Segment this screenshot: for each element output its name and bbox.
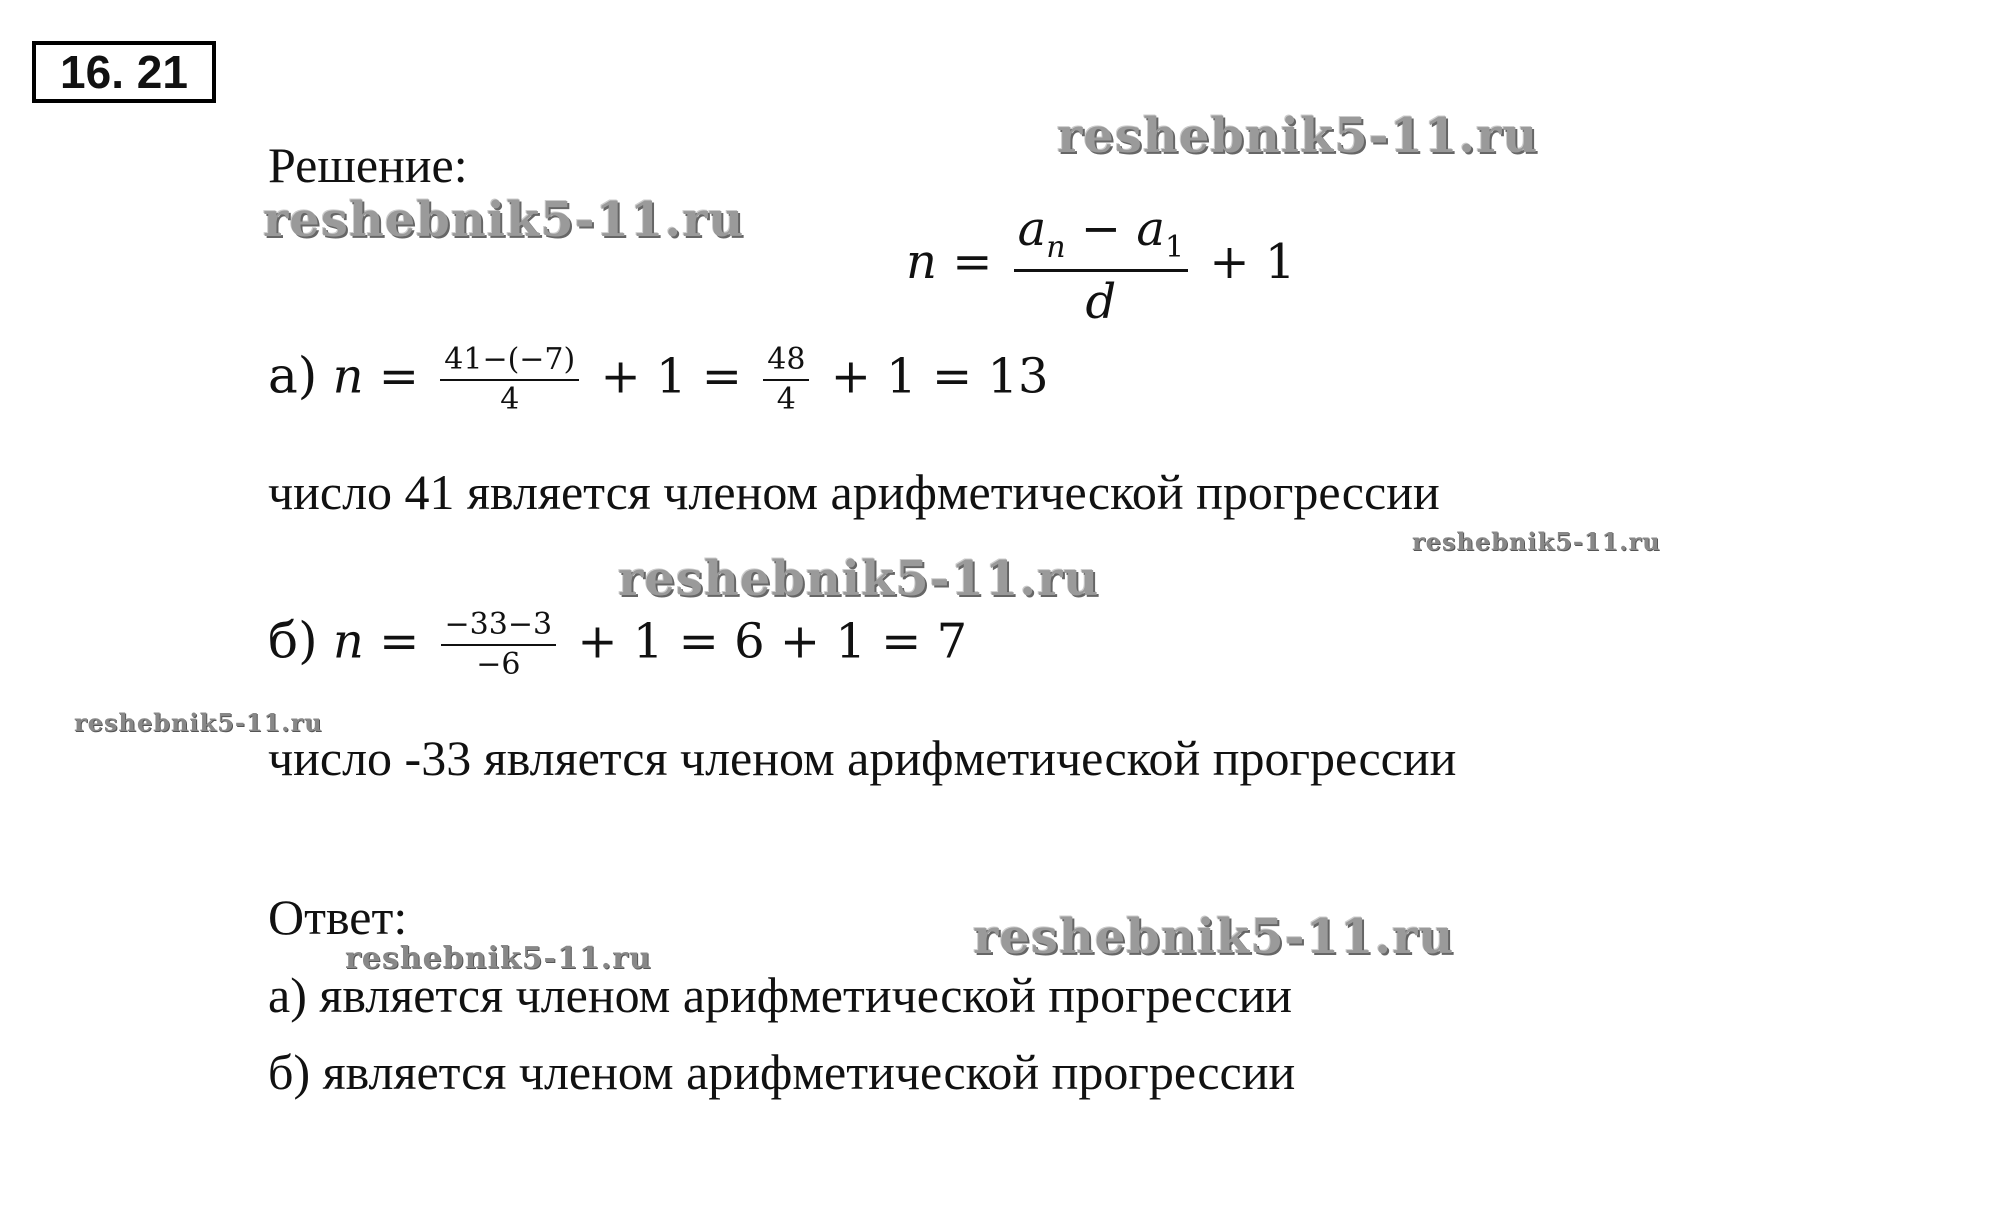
part-b-fraction <box>441 607 557 682</box>
watermark: reshebnik5-11.ru <box>1412 527 1661 556</box>
part-b-var: n <box>332 613 364 670</box>
watermark: reshebnik5-11.ru <box>263 192 745 248</box>
answer-b: б) является членом арифметической прогрессии <box>268 1044 1296 1100</box>
formula-a-1: a <box>1136 201 1165 257</box>
part-a-equation <box>268 342 1049 417</box>
part-a-denominator: 4 <box>500 382 520 417</box>
part-b-prefix: б) <box>268 611 318 670</box>
part-b-tail: + 1 = 6 + 1 = 7 <box>577 613 968 670</box>
formula-a-n: a <box>1017 201 1047 257</box>
formula-minus: − <box>1080 201 1122 257</box>
part-a-numerator-2: 48 <box>767 342 806 377</box>
part-a-fraction-2 <box>763 342 809 417</box>
general-formula <box>906 201 1296 330</box>
watermark: reshebnik5-11.ru <box>345 941 652 976</box>
problem-number: 16. 21 <box>32 41 216 103</box>
formula-a-n-sub: n <box>1046 230 1066 265</box>
formula-tail: + 1 <box>1209 234 1296 290</box>
watermark: reshebnik5-11.ru <box>74 708 323 737</box>
formula-fraction <box>1014 201 1188 330</box>
part-a-fraction <box>440 342 579 417</box>
part-b-numerator: −33−3 <box>444 607 553 642</box>
part-a-var: n <box>332 348 364 405</box>
fraction-bar <box>440 379 579 381</box>
formula-lhs: n <box>906 234 937 290</box>
watermark: reshebnik5-11.ru <box>1057 108 1539 164</box>
fraction-bar <box>441 644 557 646</box>
fraction-bar <box>1014 269 1188 272</box>
part-b-equation <box>268 607 968 682</box>
part-a-prefix: а) <box>268 346 318 405</box>
watermark: reshebnik5-11.ru <box>973 909 1455 965</box>
part-b-denominator: −6 <box>476 647 521 682</box>
formula-numerator <box>1014 201 1188 265</box>
formula-a-1-sub: 1 <box>1165 230 1185 265</box>
part-a-conclusion: число 41 является членом арифметической прогрессии <box>268 464 1440 520</box>
part-a-denominator-2: 4 <box>776 382 796 417</box>
part-a-tail: + 1 = 13 <box>830 348 1049 405</box>
watermark: reshebnik5-11.ru <box>618 551 1100 607</box>
answer-a: а) является членом арифметической прогрессии <box>268 967 1292 1023</box>
equals-sign: = <box>952 234 1008 290</box>
formula-denominator: d <box>1085 274 1117 330</box>
solution-label: Решение: <box>268 137 468 193</box>
equals-sign: = <box>378 348 435 405</box>
part-b-conclusion: число -33 является членом арифметической прогрессии <box>268 730 1457 786</box>
equals-sign: = <box>379 613 435 670</box>
part-a-numerator: 41−(−7) <box>444 342 576 377</box>
answer-label: Ответ: <box>268 889 408 945</box>
fraction-bar <box>763 379 809 381</box>
part-a-mid: + 1 = <box>600 348 742 405</box>
